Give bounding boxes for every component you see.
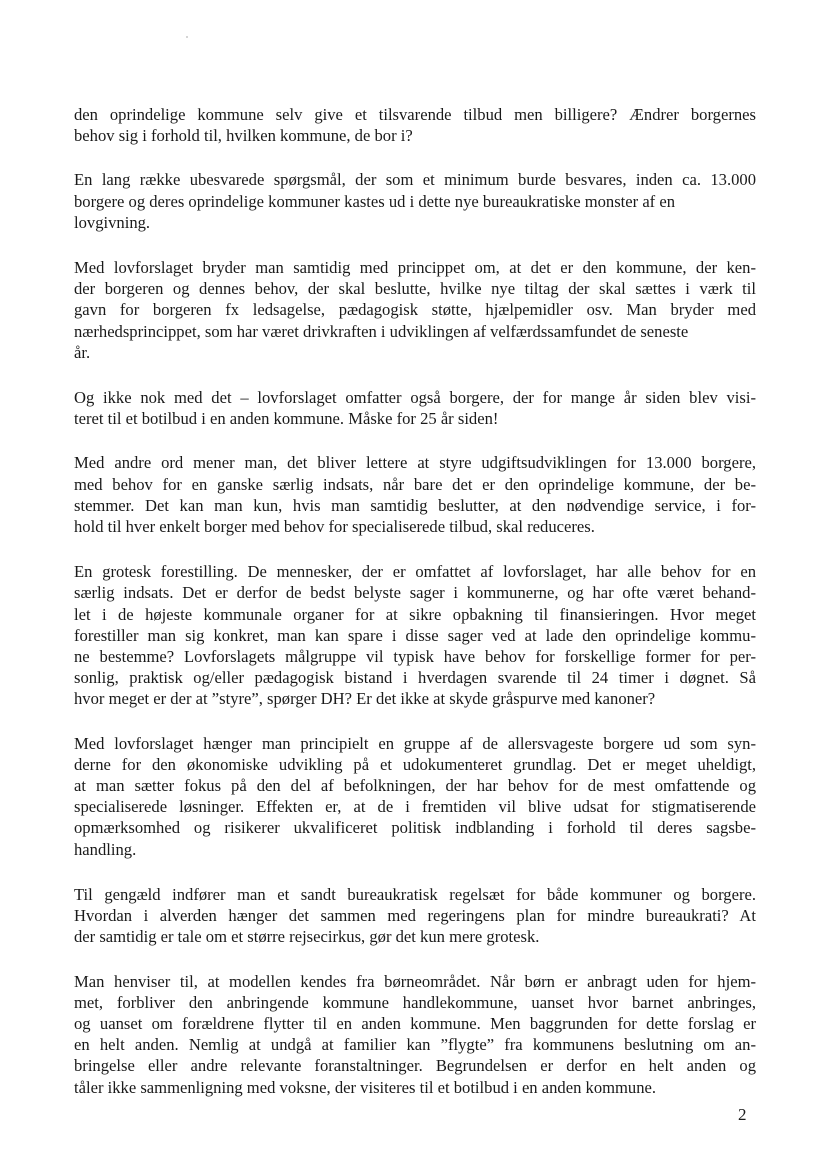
text-line: En grotesk forestilling. De mennesker, der er omfattet af lovforslaget, har alle behov for en <box>74 562 756 582</box>
paragraph-9 <box>74 971 756 1098</box>
scan-speck <box>186 36 188 38</box>
text-line: bringelse eller andre relevante foranstaltninger. Begrundelsen er derfor en helt anden og <box>74 1056 756 1076</box>
text-line: met, forbliver den anbringende kommune handlekommune, uanset hvor barnet anbringes, <box>74 992 756 1012</box>
text-line: derne for den økonomiske udvikling på et udokumenteret grundlag. Det er meget uheldigt, <box>74 754 756 774</box>
paragraph-7 <box>74 733 756 860</box>
text-line: ne bestemme? Lovforslagets målgruppe vil typisk have behov for forskellige former for per- <box>74 647 756 667</box>
text-line: borgere og deres oprindelige kommuner kastes ud i dette nye bureaukratiske monster af en <box>74 191 676 211</box>
paragraph-5 <box>74 452 756 537</box>
text-line: opmærksomhed og risikerer ukvalificeret politisk indblanding i forhold til deres sagsbe- <box>74 818 756 838</box>
text-line: der samtidig er tale om et større rejsecirkus, gør det kun mere grotesk. <box>74 927 540 947</box>
text-line: at man sætter fokus på den del af befolkningen, der har behov for de mest omfattende og <box>74 776 756 796</box>
text-line: med behov for en ganske særlig indsats, når bare det er den oprindelige kommune, der be- <box>74 474 756 494</box>
text-line: Med lovforslaget hænger man principielt en gruppe af de allersvageste borgere ud som syn- <box>74 733 756 753</box>
paragraph-6 <box>74 561 756 709</box>
text-line: behov sig i forhold til, hvilken kommune, de bor i? <box>74 126 413 146</box>
paragraph-4 <box>74 387 756 429</box>
text-line: og uanset om forældrene flytter til en anden kommune. Men baggrunden for dette forslag er <box>74 1013 756 1033</box>
text-line: En lang række ubesvarede spørgsmål, der som et minimum burde besvares, inden ca. 13.000 <box>74 170 756 190</box>
paragraph-1 <box>74 104 756 146</box>
text-line: Og ikke nok med det – lovforslaget omfatter også borgere, der for mange år siden blev visi- <box>74 388 756 408</box>
text-line: Til gengæld indfører man et sandt bureaukratisk regelsæt for både kommuner og borgere. <box>74 884 756 904</box>
text-line: hold til hver enkelt borger med behov for specialiserede tilbud, skal reduceres. <box>74 517 595 537</box>
text-line: en helt anden. Nemlig at undgå at familier kan ”flygte” fra kommunens beslutning om an- <box>74 1035 756 1055</box>
text-line: specialiserede løsninger. Effekten er, at de i fremtiden vil blive udsat for stigmatiserende <box>74 797 756 817</box>
text-line: handling. <box>74 839 137 859</box>
text-line: forestiller man sig konkret, man kan spare i disse sager ved at lade den oprindelige kommu- <box>74 625 756 645</box>
text-line: gavn for borgeren fx ledsagelse, pædagogisk støtte, hjælpemidler osv. Man bryder med <box>74 300 756 320</box>
text-line: lovgivning. <box>74 212 151 232</box>
text-line: sonlig, praktisk og/eller pædagogisk bistand i hverdagen svarende til 24 timer i døgnet. Så <box>74 668 756 688</box>
text-line: Med lovforslaget bryder man samtidig med princippet om, at det er den kommune, der ken- <box>74 258 756 278</box>
text-line: år. <box>74 342 91 362</box>
paragraph-2 <box>74 169 756 233</box>
body-text <box>74 104 756 1098</box>
paragraph-8 <box>74 884 756 948</box>
text-line: teret til et botilbud i en anden kommune. Måske for 25 år siden! <box>74 409 499 429</box>
text-line: Hvordan i alverden hænger det sammen med regeringens plan for mindre bureaukrati? At <box>74 906 756 926</box>
text-line: der borgeren og dennes behov, der skal beslutte, hvilke nye tiltag der skal sættes i værk til <box>74 279 756 299</box>
text-line: den oprindelige kommune selv give et tilsvarende tilbud men billigere? Ændrer borgernes <box>74 105 756 124</box>
page-number: 2 <box>738 1105 747 1124</box>
text-line: nærhedsprincippet, som har været drivkraften i udviklingen af velfærdssamfundet de seneste <box>74 321 689 341</box>
text-line: Man henviser til, at modellen kendes fra børneområdet. Når børn er anbragt uden for hjem- <box>74 971 756 991</box>
text-line: Med andre ord mener man, det bliver lettere at styre udgiftsudviklingen for 13.000 borgere, <box>74 453 756 473</box>
text-line: stemmer. Det kan man kun, hvis man samtidig beslutter, at den nødvendige service, i for- <box>74 495 756 515</box>
text-line: let i de højeste kommunale organer for at sikre opbakning til finansieringen. Hvor meget <box>74 604 756 624</box>
text-line: hvor meget er der at ”styre”, spørger DH? Er det ikke at skyde gråspurve med kanoner? <box>74 689 656 709</box>
text-line: tåler ikke sammenligning med voksne, der visiteres til et botilbud i en anden kommune. <box>74 1077 657 1097</box>
text-line: særlig indsats. Det er derfor de bedst belyste sager i kommunerne, og har ofte været behand- <box>74 583 756 603</box>
paragraph-3 <box>74 257 756 363</box>
